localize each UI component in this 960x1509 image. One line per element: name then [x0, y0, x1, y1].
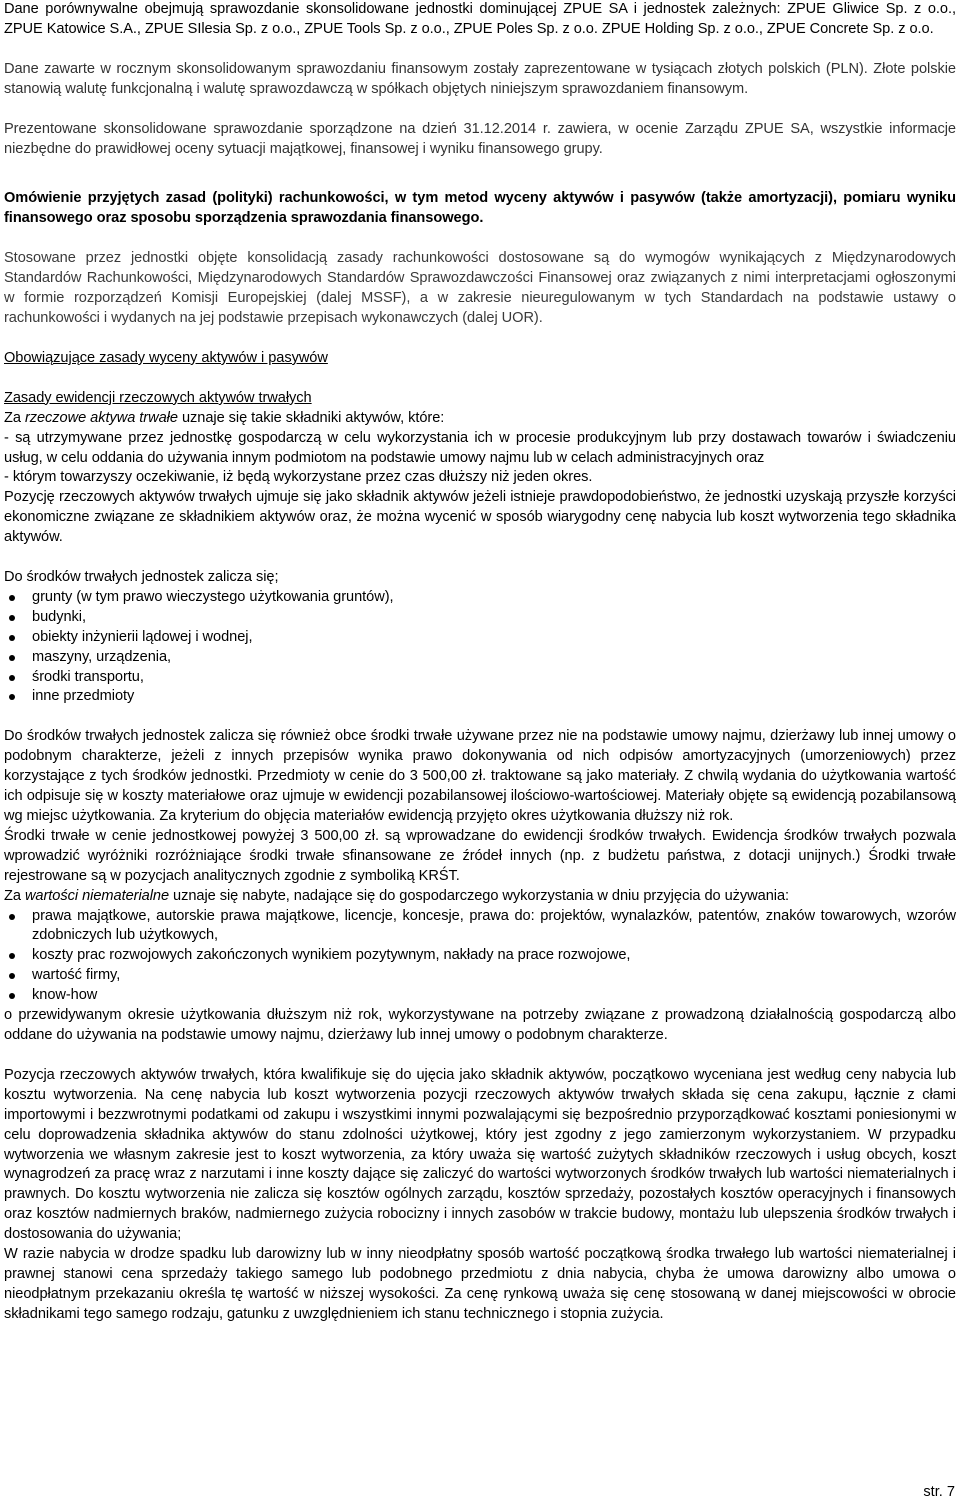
intangible-suffix: uznaje się nabyte, nadające się do gospodarczego wykorzystania w dniu przyjęcia do używania:: [169, 887, 790, 904]
initial-measurement-paragraph: Pozycja rzeczowych aktywów trwałych, która kwalifikuje się do ujęcia jako składnik aktywów, początkowo wyceniana jest według ceny nabycia lub kosztu wytworzenia. Na cenę nabycia lub koszt wytworzenia pozycji rzeczowych aktywów trwałych składa się cena zakupu, łącznie z cłami importowymi i bezzwrotnymi podatkami od zakupu i wszystkimi innymi pozwalającymi się bezpośrednio przyporządkować kosztami poniesionymi w celu doprowadzenia składnika aktywów do stanu zdolności użytkowej, który jest zgodny z jego zamierzonym wykorzystaniem. W przypadku wytworzenia we własnym zakresie jest to koszt wytworzenia, za który uważa się wartość zużytych składników rzeczowych i usług obcych, koszt wynagrodzeń za pracę wraz z narzutami i inne koszty dające się zaliczyć do wartości wytworzonych środków trwałych lub wartości niematerialnych i prawnych. Do kosztu wytworzenia nie zalicza się kosztów ogólnych zarządu, kosztów sprzedaży, pozostałych kosztów operacyjnych i finansowych oraz kosztów nadmiernych braków, nadmiernego zużycia robocizny i innych zasobów w trakcie budowy, montażu lub ulepszenia środków trwałych i dostosowania do używania;: [4, 1066, 956, 1243]
usage-period-paragraph: o przewidywanym okresie użytkowania dłuższym niż rok, wykorzystywane na potrzeby związane z prowadzoną działalnością gospodarczą albo oddane do używania na podstawie umowy najmu, dzierżawy lub innej umowy o podobnym charakterze.: [4, 1007, 956, 1043]
list-item: budynki,: [4, 608, 956, 628]
definition-prefix: Za: [4, 409, 25, 426]
fixed-assets-list: [4, 588, 956, 707]
policy-paragraph: Stosowane przez jednostki objęte konsolidacją zasady rachunkowości dostosowane są do wymogów wynikających z Międzynarodowych Standardów Rachunkowości, Międzynarodowych Standardów Sprawozdawczości Finansowej oraz związanych z nimi interpretacjami ogłoszonymi w formie rozporządzeń Komisji Europejskiej (dalej MSSF), a w zakresie nieuregulowanym w tych Standardach na podstawie ustawy o rachunkowości i wydanych na jej podstawie przepisach wykonawczych (dalej UOR).: [4, 250, 956, 326]
definition-term: rzeczowe aktywa trwałe: [24, 409, 178, 426]
list-item: know-how: [4, 986, 956, 1006]
registration-paragraph: Środki trwałe w cenie jednostkowej powyżej 3 500,00 zł. są wprowadzane do ewidencji środków trwałych. Ewidencja środków trwałych pozwala wprowadzić wyróżniki rozróżniające środki trwałe sfinansowane ze źródeł innych (np. z budżetu państwa, z dotacji unijnych.) Środki trwałe rejestrowane są w pozycjach analitycznych zgodnie z symboliką KRŚT.: [4, 827, 956, 884]
intangible-list: [4, 907, 956, 1007]
valuation-heading: Obowiązujące zasady wyceny aktywów i pasywów: [4, 349, 328, 366]
intangible-definition: [4, 887, 956, 907]
list-item: prawa majątkowe, autorskie prawa majątkowe, licencje, koncesje, prawa do: projektów, wynalazków, patentów, znaków towarowych, wzorów zdobniczych lub użytkowych,: [4, 907, 956, 947]
external-assets-paragraph: Do środków trwałych jednostek zalicza się również obce środki trwałe używane przez nie na podstawie umowy najmu, dzierżawy lub innej umowy o podobnym charakterze, jeżeli z innych przepisów wynika prawo dokonywania od nich odpisów amortyzacyjnych (umorzeniowych) przez korzystające z tych środków jednostki. Przedmioty w cenie do 3 500,00 zł. traktowane są jako materiały. Z chwilą wydania do użytkowania wartość ich odpisuje się w koszty materiałowe oraz ujmuje w ewidencji pozabilansowej ilościowo-wartościowej. Materiały objęte są ewidencją pozabilansową wg miejsc użytkowania. Za kryterium do objęcia materiałów ewidencją przyjęto okres użytkowania dłuższy niż rok.: [4, 728, 956, 824]
donation-paragraph: W razie nabycia w drodze spadku lub darowizny lub w inny nieodpłatny sposób wartość początkową środka trwałego lub wartości niematerialnej i prawnej stanowi cena sprzedaży takiego samego lub podobnego przedmiotu z dnia nabycia, chyba że umowa darowizny albo umowa o nieodpłatnym przekazaniu określa tę wartość w niższej wysokości. Za cenę rynkową uważa się cenę stosowaną w danej miejscowości w obrocie składnikami tego samego rodzaju, gatunku z uwzględnieniem ich stanu technicznego i stopnia zużycia.: [4, 1246, 956, 1322]
list-item: środki transportu,: [4, 668, 956, 688]
policy-heading: Omówienie przyjętych zasad (polityki) rachunkowości, w tym metod wyceny aktywów i pasywów (także amortyzacji), pomiaru wyniku finansowego oraz sposobu sporządzenia sprawozdania finansowego.: [4, 190, 956, 227]
list-item: wartość firmy,: [4, 966, 956, 986]
recognition-paragraph: Pozycję rzeczowych aktywów trwałych ujmuje się jako składnik aktywów jeżeli istnieje prawdopodobieństwo, że jednostki uzyskają przyszłe korzyści ekonomiczne związane ze składnikiem aktywów oraz, że można wycenić w sposób wiarygodny cenę nabycia lub koszt wytworzenia tego składnika aktywów.: [4, 489, 956, 546]
list-item: obiekty inżynierii lądowej i wodnej,: [4, 628, 956, 648]
condition-2: - którym towarzyszy oczekiwanie, iż będą wykorzystane przez czas dłuższy niż jeden okres.: [4, 469, 593, 486]
list-item: grunty (w tym prawo wieczystego użytkowania gruntów),: [4, 588, 956, 608]
page-number: str. 7: [923, 1484, 955, 1500]
list-item: inne przedmioty: [4, 687, 956, 707]
list-item: maszyny, urządzenia,: [4, 648, 956, 668]
fixed-assets-intro: Do środków trwałych jednostek zalicza się;: [4, 569, 279, 586]
comparative-data-paragraph: Dane porównywalne obejmują sprawozdanie skonsolidowane jednostki dominującej ZPUE SA i jednostek zależnych: ZPUE Gliwice Sp. z o.o., ZPUE Katowice S.A., ZPUE SIlesia Sp. z o.o., ZPUE Tools Sp. z o.o., ZPUE Poles Sp. z o.o. ZPUE Holding Sp. z o.o., ZPUE Concrete Sp. z o.o.: [4, 1, 956, 37]
definition-suffix: uznaje się takie składniki aktywów, które:: [177, 409, 445, 426]
tangible-assets-subheading: Zasady ewidencji rzeczowych aktywów trwałych: [4, 389, 312, 406]
statement-date-paragraph: Prezentowane skonsolidowane sprawozdanie sporządzone na dzień 31.12.2014 r. zawiera, w ocenie Zarządu ZPUE SA, wszystkie informacje niezbędne do prawidłowej oceny sytuacji majątkowej, finansowej i wyniku finansowego grupy.: [4, 120, 956, 157]
tangible-assets-definition: [4, 409, 956, 429]
list-item: koszty prac rozwojowych zakończonych wynikiem pozytywnym, nakłady na prace rozwojowe,: [4, 946, 956, 966]
intangible-term: wartości niematerialne: [24, 887, 170, 904]
currency-paragraph: Dane zawarte w rocznym skonsolidowanym sprawozdaniu finansowym zostały zaprezentowane w tysiącach złotych polskich (PLN). Złote polskie stanowią walutę funkcjonalną i walutę sprawozdawczą w spółkach objętych niniejszym sprawozdaniem finansowym.: [4, 60, 956, 97]
intangible-prefix: Za: [4, 887, 25, 904]
condition-1: - są utrzymywane przez jednostkę gospodarczą w celu wykorzystania ich w procesie produkcyjnym lub przy dostawach towarów i świadczeniu usług, w celu oddania do używania innym podmiotom na podstawie umowy najmu lub w celach administracyjnych oraz: [4, 429, 956, 466]
